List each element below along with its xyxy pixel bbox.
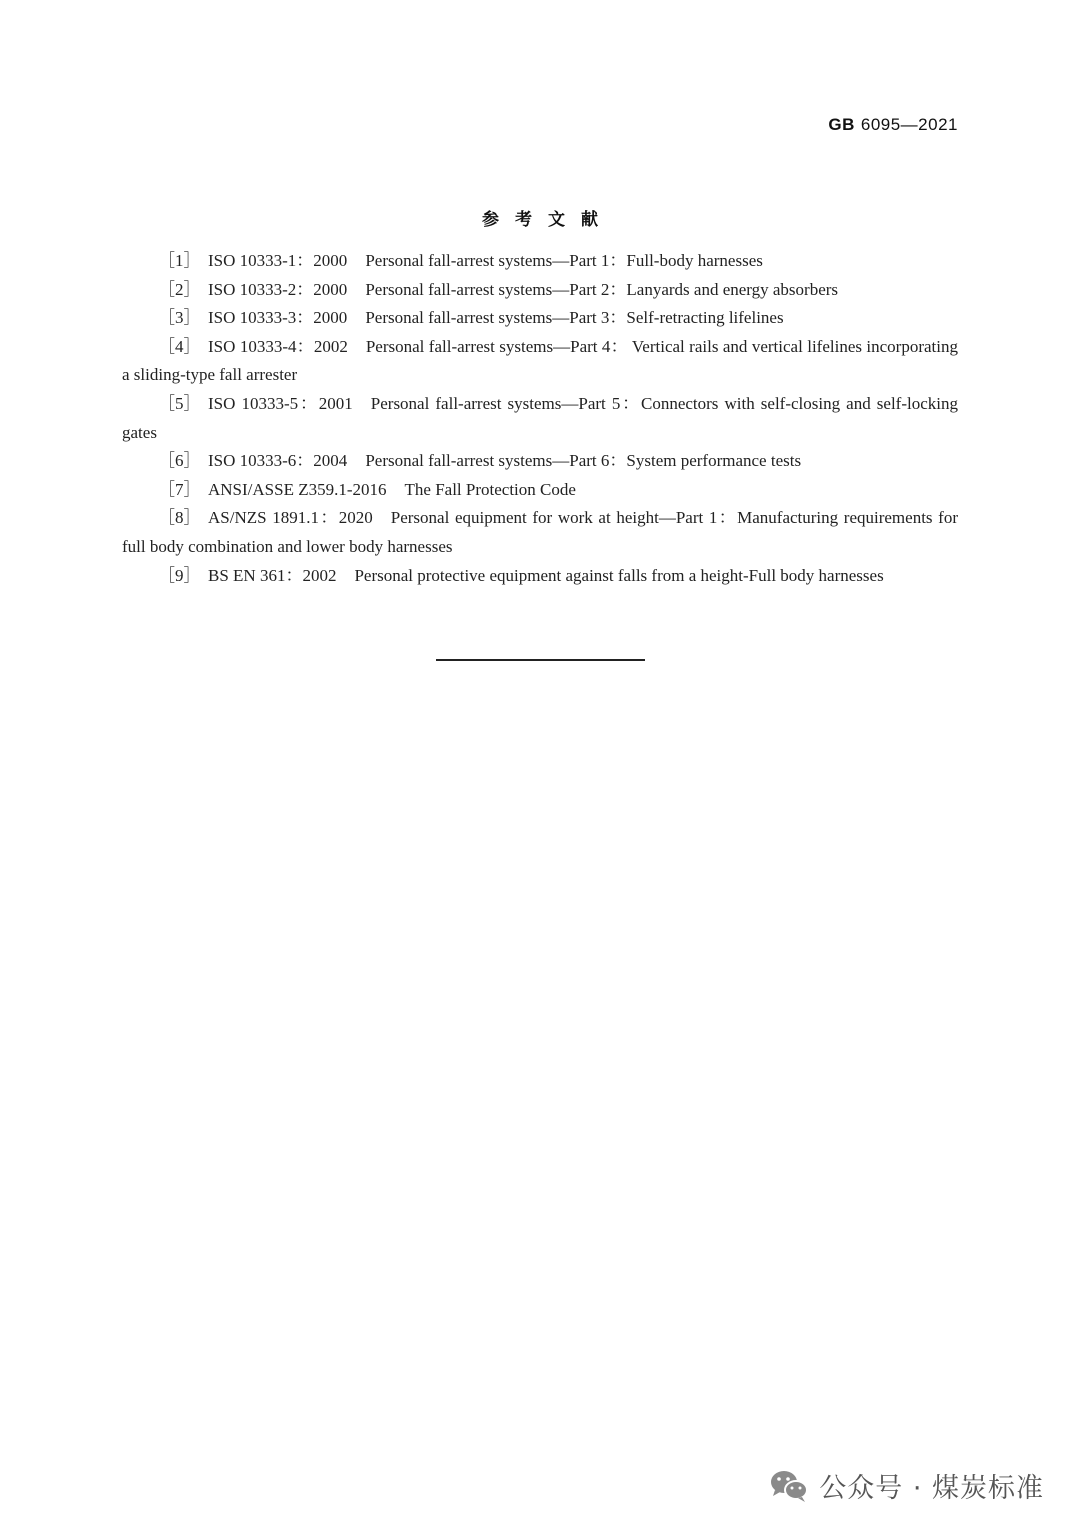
reference-item xyxy=(122,304,958,333)
reference-title: Personal fall-arrest systems—Part 1：Full-body harnesses xyxy=(365,251,763,270)
reference-number: ［4］ xyxy=(158,336,201,356)
reference-title: Personal equipment for work at height—Part 1：Manufacturing requirements for full body combination and lower body harnesses xyxy=(122,508,959,556)
reference-number: ［2］ xyxy=(158,279,201,299)
reference-number: ［3］ xyxy=(158,308,201,328)
reference-number: ［6］ xyxy=(158,451,201,471)
wechat-icon xyxy=(769,1468,809,1504)
document-code xyxy=(828,115,958,135)
reference-item xyxy=(122,276,958,305)
reference-item xyxy=(122,390,958,447)
reference-title: The Fall Protection Code xyxy=(404,479,576,499)
reference-item xyxy=(122,562,958,591)
end-rule-divider xyxy=(436,659,645,661)
reference-code: ISO 10333-1：2000 xyxy=(208,251,348,270)
reference-number: ［1］ xyxy=(158,251,201,270)
reference-code: ISO 10333-4：2002 xyxy=(208,336,348,356)
reference-item xyxy=(122,447,958,476)
reference-item xyxy=(122,476,958,505)
reference-item xyxy=(122,504,958,561)
reference-title: Personal fall-arrest systems—Part 5：Connectors with self-closing and self-locking gates xyxy=(122,393,958,442)
reference-code: ISO 10333-6：2004 xyxy=(208,451,348,471)
reference-title: Personal fall-arrest systems—Part 2：Lanyards and energy absorbers xyxy=(365,279,839,299)
section-title: 参考文献 xyxy=(482,210,614,230)
reference-title: Personal protective equipment against falls from a height-Full body harnesses xyxy=(354,565,884,585)
watermark xyxy=(769,1466,1044,1505)
reference-number: ［9］ xyxy=(158,565,201,585)
reference-code: ISO 10333-2：2000 xyxy=(208,279,348,299)
reference-number: ［5］ xyxy=(158,393,201,413)
reference-code: ANSI/ASSE Z359.1-2016 xyxy=(208,479,387,499)
reference-title: Personal fall-arrest systems—Part 4： Vertical rails and vertical lifelines incorporating a sliding-type fall arrester xyxy=(122,336,958,385)
reference-title: Personal fall-arrest systems—Part 3：Self-retracting lifelines xyxy=(365,308,784,328)
reference-code: AS/NZS 1891.1：2020 xyxy=(208,508,373,528)
watermark-text: 公众号 · 煤炭标准 xyxy=(819,1473,1044,1504)
reference-code: ISO 10333-5：2001 xyxy=(208,393,353,413)
reference-code: BS EN 361：2002 xyxy=(208,565,337,585)
reference-item xyxy=(122,333,958,390)
reference-item xyxy=(122,247,958,276)
reference-title: Personal fall-arrest systems—Part 6：System performance tests xyxy=(365,451,802,471)
document-code-number: 6095—2021 xyxy=(860,115,958,134)
reference-number: ［8］ xyxy=(158,508,201,528)
reference-list xyxy=(122,247,958,590)
reference-code: ISO 10333-3：2000 xyxy=(208,308,348,328)
document-code-prefix: GB xyxy=(828,115,855,134)
reference-number: ［7］ xyxy=(158,479,201,499)
